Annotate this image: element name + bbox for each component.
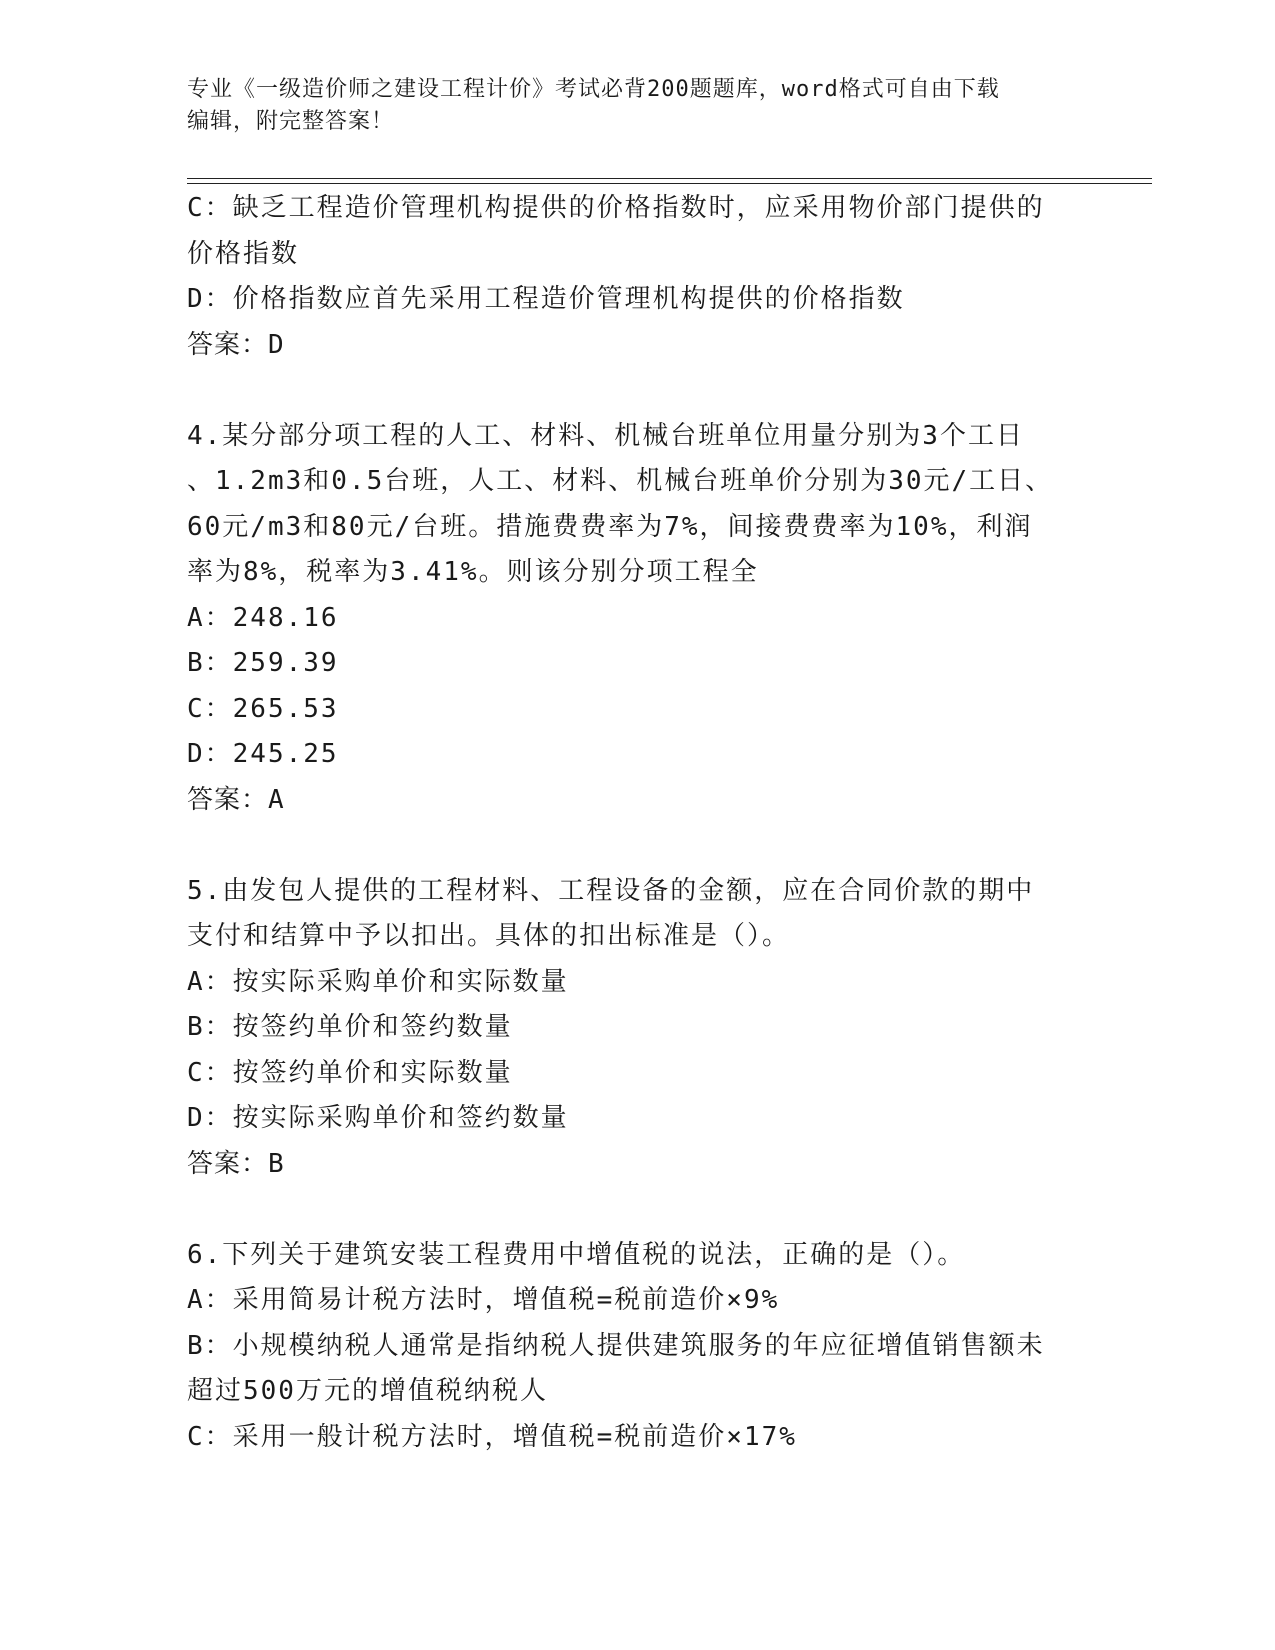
option-a: A：按实际采购单价和实际数量	[187, 966, 569, 997]
question-block-6	[187, 1233, 1087, 1461]
question-stem-line-2: 、1.2m3和0.5台班，人工、材料、机械台班单价分别为30元/工日、	[187, 466, 1054, 496]
option-a: A：采用简易计税方法时，增值税=税前造价×9%	[187, 1285, 780, 1315]
document-header	[187, 74, 1087, 138]
spacer	[187, 368, 1087, 414]
question-stem-line-3: 60元/m3和80元/台班。措施费费率为7%，间接费费率为10%，利润	[187, 511, 1033, 542]
option-d: D：245.25	[187, 739, 339, 769]
option-c-line-2: 价格指数	[187, 238, 300, 269]
question-stem-line-1: 5.由发包人提供的工程材料、工程设备的金额，应在合同价款的期中	[187, 875, 1035, 906]
question-stem-line-2: 支付和结算中予以扣出。具体的扣出标准是（）。	[187, 921, 791, 951]
question-block-4	[187, 414, 1087, 824]
header-title-line-2: 编辑，附完整答案！	[187, 109, 395, 134]
option-b: B：259.39	[187, 648, 339, 678]
question-stem-line-4: 率为8%，税率为3.41%。则该分别分项工程全	[187, 557, 759, 587]
answer: 答案：D	[187, 329, 285, 360]
question-block-prev	[187, 186, 1087, 368]
option-b: B：按签约单价和签约数量	[187, 1012, 513, 1042]
header-double-rule	[187, 178, 1152, 184]
question-stem-line-1: 6.下列关于建筑安装工程费用中增值税的说法，正确的是（）。	[187, 1239, 966, 1270]
option-c: C：265.53	[187, 693, 339, 724]
option-c: C：按签约单价和实际数量	[187, 1057, 513, 1088]
option-b-line-1: B：小规模纳税人通常是指纳税人提供建筑服务的年应征增值销售额未	[187, 1330, 1045, 1361]
answer: 答案：B	[187, 1148, 285, 1179]
option-d: D：按实际采购单价和签约数量	[187, 1103, 569, 1133]
question-list	[187, 186, 1087, 1460]
option-d: D：价格指数应首先采用工程造价管理机构提供的价格指数	[187, 284, 905, 314]
header-title-line-1: 专业《一级造价师之建设工程计价》考试必背200题题库，word格式可自由下载	[187, 77, 1000, 102]
question-block-5	[187, 869, 1087, 1188]
question-stem-line-1: 4.某分部分项工程的人工、材料、机械台班单位用量分别为3个工日	[187, 420, 1024, 451]
spacer	[187, 823, 1087, 869]
option-b-line-2: 超过500万元的增值税纳税人	[187, 1376, 548, 1406]
option-c-line-1: C：缺乏工程造价管理机构提供的价格指数时，应采用物价部门提供的	[187, 193, 1045, 223]
spacer	[187, 1187, 1087, 1233]
option-a: A：248.16	[187, 602, 339, 633]
answer: 答案：A	[187, 784, 285, 815]
option-c: C：采用一般计税方法时，增值税=税前造价×17%	[187, 1421, 797, 1452]
